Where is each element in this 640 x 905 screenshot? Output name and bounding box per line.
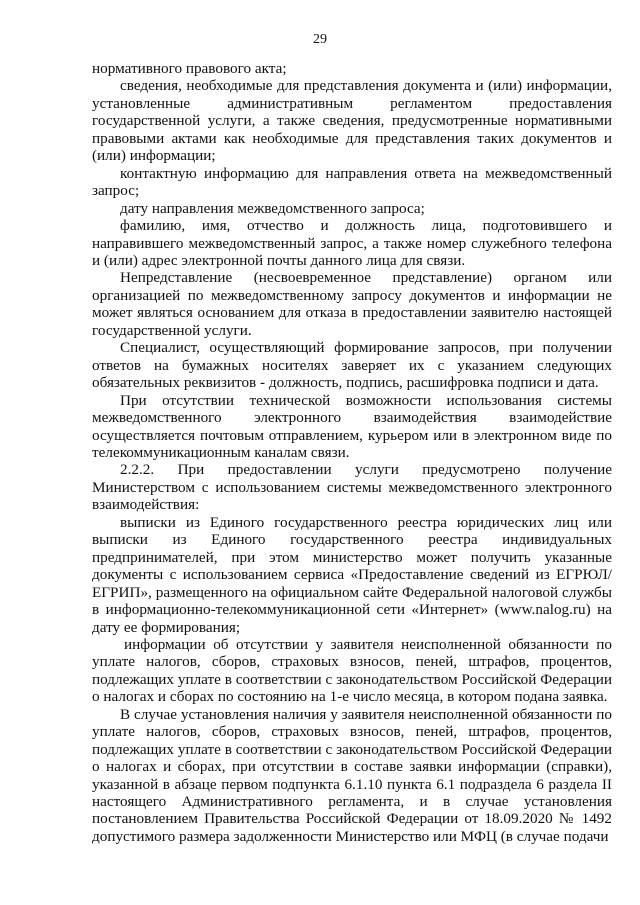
- paragraph: Специалист, осуществляющий формирование запросов, при получении ответов на бумажных носителях заверяет их с указанием следующих обязательных реквизитов - должность, подпись, расшифровка подписи и дата.: [92, 339, 612, 392]
- paragraph: Непредставление (несвоевременное представление) органом или организацией по межведомственному запросу документов и информации не может являться основанием для отказа в предоставлении заявителю настоящей государственной услуги.: [92, 269, 612, 339]
- paragraph: выписки из Единого государственного реестра юридических лиц или выписки из Единого государственного реестра индивидуальных предпринимателей, при этом министерство может получить указанные документы с использованием сервиса «Предоставление сведений из ЕГРЮЛ/ЕГРИП», размещенного на официальном сайте Федеральной налоговой службы в информационно-телекоммуникационной сети «Интернет» (www.nalog.ru) на дату ее формирования;: [92, 513, 612, 636]
- paragraph: контактную информацию для направления ответа на межведомственный запрос;: [92, 164, 612, 200]
- document-body: [92, 60, 612, 845]
- paragraph: информации об отсутствии у заявителя неисполненной обязанности по уплате налогов, сборов, страховых взносов, пеней, штрафов, процентов, подлежащих уплате в соответствии с законодательством Российской Федерации о налогах и сборах по состоянию на 1-е число месяца, в котором подана заявка.: [92, 635, 612, 706]
- paragraph: При отсутствии технической возможности использования системы межведомственного электронного взаимодействия взаимодействие осуществляется почтовым отправлением, курьером или в электронном виде по телекоммуникационным каналам связи.: [92, 391, 612, 461]
- paragraph-continuation: нормативного правового акта;: [92, 60, 287, 77]
- paragraph: В случае установления наличия у заявителя неисполненной обязанности по уплате налогов, сборов, страховых взносов, пеней, штрафов, процентов, подлежащих уплате в соответствии с законодательством Российской Федерации о налогах и сборах, при отсутствии в составе заявки информации (справки), указанной в абзаце первом подпункта 6.1.10 пункта 6.1 подраздела 6 раздела II настоящего Административного регламента, и в случае установления постановлением Правительства Российской Федерации от 18.09.2020 № 1492 допустимого размера задолженности Министерство или МФЦ (в случае подачи: [92, 705, 612, 845]
- paragraph: 2.2.2. При предоставлении услуги предусмотрено получение Министерством с использованием системы межведомственного электронного взаимодействия:: [92, 461, 612, 514]
- paragraph: сведения, необходимые для представления документа и (или) информации, установленные административным регламентом предоставления государственной услуги, а также сведения, предусмотренные нормативными правовыми актами как необходимые для представления таких документов и (или) информации;: [92, 77, 612, 165]
- page-number: 29: [313, 32, 327, 47]
- paragraph: дату направления межведомственного запроса;: [120, 199, 425, 217]
- paragraph: фамилию, имя, отчество и должность лица, подготовившего и направившего межведомственный запрос, а также номер служебного телефона и (или) адрес электронной почты данного лица для связи.: [92, 217, 612, 269]
